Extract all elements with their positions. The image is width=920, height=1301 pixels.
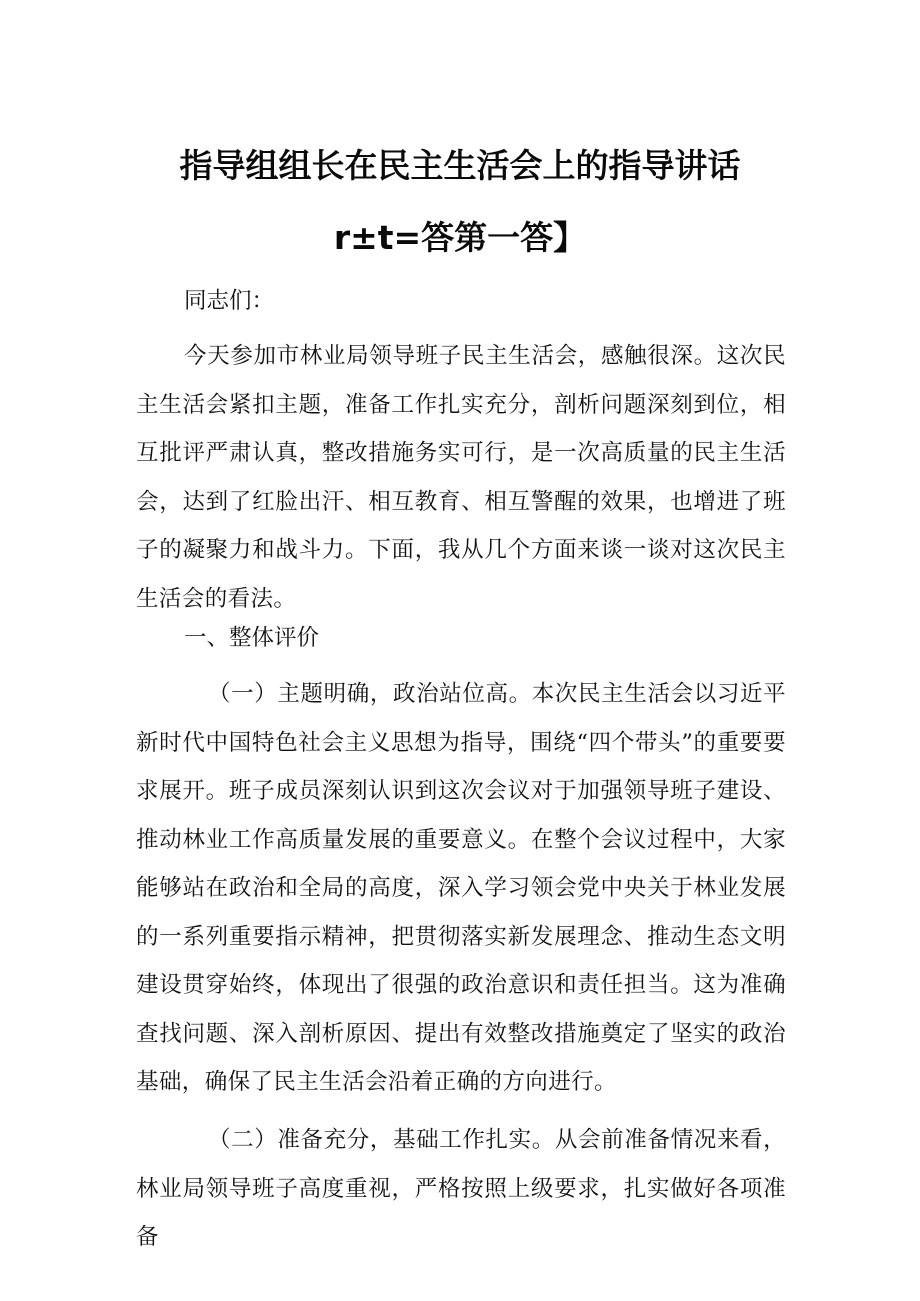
document-title: 指导组组长在民主生活会上的指导讲话 (179, 146, 741, 185)
intro-paragraph: 今天参加市林业局领导班子民主生活会，感触很深。这次民主生活会紧扣主题，准备工作扎实充分，剖析问题深刻到位，相互批评严肃认真，整改措施务实可行，是一次高质量的民主生活会，达到了红脸出汗、相互教育、相互警醒的效果，也增进了班子的凝聚力和战斗力。下面，我从几个方面来谈一谈对这次民主生活会的看法。 (136, 343, 786, 612)
section-paragraph-block-2 (136, 1116, 786, 1262)
section-paragraph: （一）主题明确，政治站位高。本次民主生活会以习近平新时代中国特色社会主义思想为指导，围绕“四个带头”的重要要求展开。班子成员深刻认识到这次会议对于加强领导班子建设、推动林业工作高质量发展的重要意义。在整个会议过程中，大家能够站在政治和全局的高度，深入学习领会党中央关于林业发展的一系列重要指示精神，把贯彻落实新发展理念、推动生态文明建设贯穿始终，体现出了很强的政治意识和责任担当。这为准确查找问题、深入剖析原因、提出有效整改措施奠定了坚实的政治基础，确保了民主生活会沿着正确的方向进行。 (136, 681, 786, 1095)
salutation: 同志们： (184, 288, 275, 314)
document-subtitle: r±t=答第一答】 (333, 218, 587, 257)
section-heading: 一、整体评价 (184, 625, 320, 651)
section-paragraph-block-1 (136, 670, 786, 1107)
intro-paragraph-block (136, 332, 786, 623)
section-paragraph: （二）准备充分，基础工作扎实。从会前准备情况来看，林业局领导班子高度重视，严格按照上级要求，扎实做好各项准备 (136, 1127, 786, 1250)
